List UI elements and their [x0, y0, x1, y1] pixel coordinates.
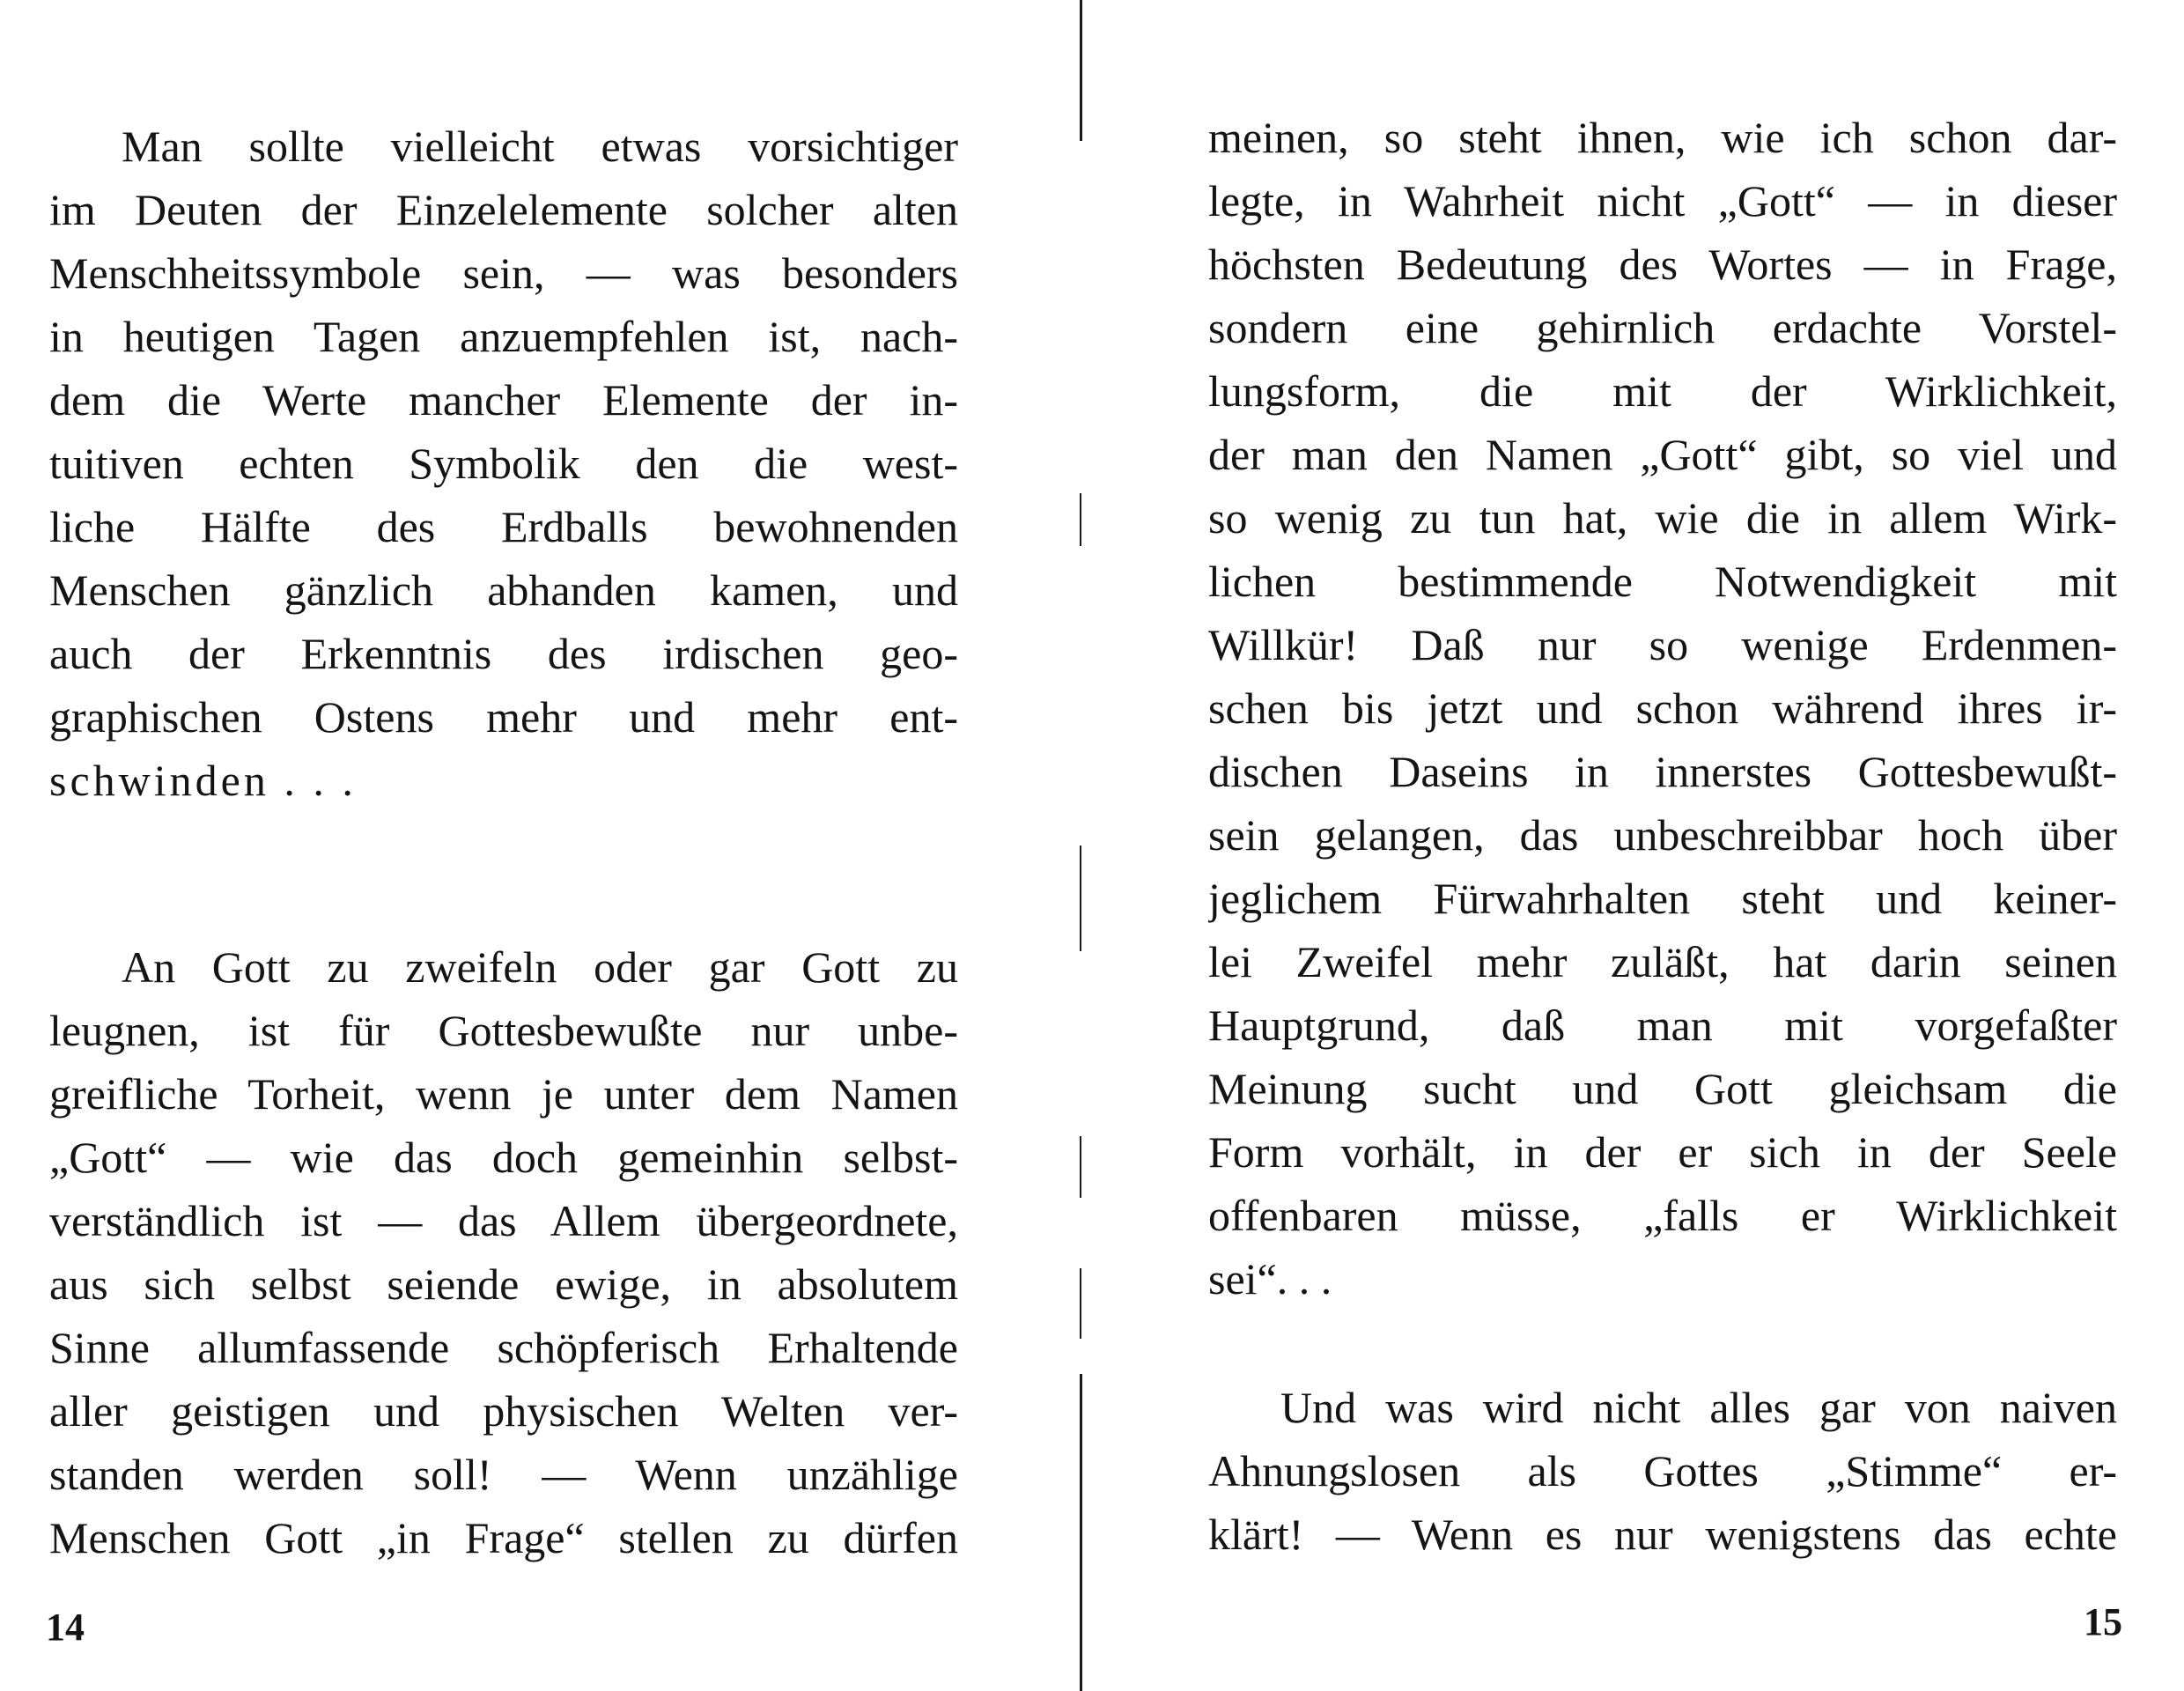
gutter-line: [1080, 846, 1081, 951]
gutter-line: [1080, 1268, 1081, 1339]
text-line: sondern eine gehirnlich erdachte Vorstel-: [1208, 303, 2117, 352]
text-line: Man sollte vielleicht etwas vorsichtiger: [122, 122, 958, 171]
text-line: lei Zweifel mehr zuläßt, hat darin seinen: [1208, 937, 2117, 986]
text-line: Menschheitssymbole sein, — was besonders: [49, 248, 958, 298]
right-paragraph-1: [1208, 106, 2117, 1311]
text-line: schwinden . . .: [49, 756, 357, 805]
text-line: Hauptgrund, daß man mit vorgefaßter: [1208, 1001, 2117, 1050]
text-line: graphischen Ostens mehr und mehr ent-: [49, 692, 958, 742]
text-line: meinen, so steht ihnen, wie ich schon dar-: [1208, 113, 2117, 162]
text-line: Und was wird nicht alles gar von naiven: [1280, 1383, 2117, 1432]
text-line: aus sich selbst seiende ewige, in absolutem: [49, 1259, 958, 1309]
text-line: aller geistigen und physischen Welten ver-: [49, 1386, 958, 1436]
text-line: höchsten Bedeutung des Wortes — in Frage,: [1208, 240, 2117, 289]
gutter-line: [1080, 0, 1082, 141]
text-line: lichen bestimmende Notwendigkeit mit: [1208, 557, 2117, 606]
text-line: Sinne allumfassende schöpferisch Erhaltende: [49, 1323, 958, 1372]
text-line: schen bis jetzt und schon während ihres ir-: [1208, 683, 2117, 733]
text-line: greifliche Torheit, wenn je unter dem Namen: [49, 1069, 958, 1119]
text-line: so wenig zu tun hat, wie die in allem Wirk-: [1208, 493, 2117, 543]
text-line: An Gott zu zweifeln oder gar Gott zu: [122, 942, 958, 992]
text-line: „Gott“ — wie das doch gemeinhin selbst-: [49, 1133, 958, 1182]
gutter-line: [1080, 1136, 1081, 1198]
text-line: dischen Daseins in innerstes Gottesbewußt-: [1208, 747, 2117, 796]
gutter-line: [1080, 493, 1081, 546]
text-line: tuitiven echten Symbolik den die west-: [49, 439, 958, 488]
text-line: sei“. . .: [1208, 1254, 1332, 1303]
text-line: in heutigen Tagen anzuempfehlen ist, nach-: [49, 312, 958, 361]
text-line: sein gelangen, das unbeschreibbar hoch über: [1208, 810, 2117, 860]
text-line: Ahnungslosen als Gottes „Stimme“ er-: [1208, 1446, 2117, 1495]
text-line: verständlich ist — das Allem übergeordnete,: [49, 1196, 958, 1245]
text-line: Form vorhält, in der er sich in der Seele: [1208, 1127, 2117, 1177]
left-paragraph-2: [49, 935, 958, 1569]
text-line: Willkür! Daß nur so wenige Erdenmen-: [1208, 620, 2117, 669]
text-line: offenbaren müsse, „falls er Wirklichkeit: [1208, 1191, 2117, 1240]
page-number-left: 14: [46, 1606, 85, 1649]
text-line: Menschen Gott „in Frage“ stellen zu dürfen: [49, 1513, 958, 1562]
text-line: liche Hälfte des Erdballs bewohnenden: [49, 502, 958, 551]
left-paragraph-1: [49, 114, 958, 812]
text-line: auch der Erkenntnis des irdischen geo-: [49, 629, 958, 678]
text-line: Menschen gänzlich abhanden kamen, und: [49, 565, 958, 615]
left-page: [0, 0, 1076, 1691]
text-line: standen werden soll! — Wenn unzählige: [49, 1450, 958, 1499]
text-line: jeglichem Fürwahrhalten steht und keiner-: [1208, 874, 2117, 923]
text-line: Meinung sucht und Gott gleichsam die: [1208, 1064, 2117, 1113]
text-line: dem die Werte mancher Elemente der in-: [49, 375, 958, 425]
right-page: [1088, 0, 2184, 1691]
right-paragraph-2: [1208, 1376, 2117, 1566]
gutter-line: [1080, 1374, 1082, 1691]
page-number-right: 15: [2084, 1600, 2122, 1643]
page-gutter: [1080, 0, 1083, 1691]
text-line: im Deuten der Einzelelemente solcher alten: [49, 185, 958, 234]
text-line: leugnen, ist für Gottesbewußte nur unbe-: [49, 1006, 958, 1055]
text-line: klärt! — Wenn es nur wenigstens das echte: [1208, 1510, 2117, 1559]
text-line: legte, in Wahrheit nicht „Gott“ — in dieser: [1208, 176, 2117, 225]
text-line: lungsform, die mit der Wirklichkeit,: [1208, 366, 2117, 416]
text-line: der man den Namen „Gott“ gibt, so viel und: [1208, 430, 2117, 479]
